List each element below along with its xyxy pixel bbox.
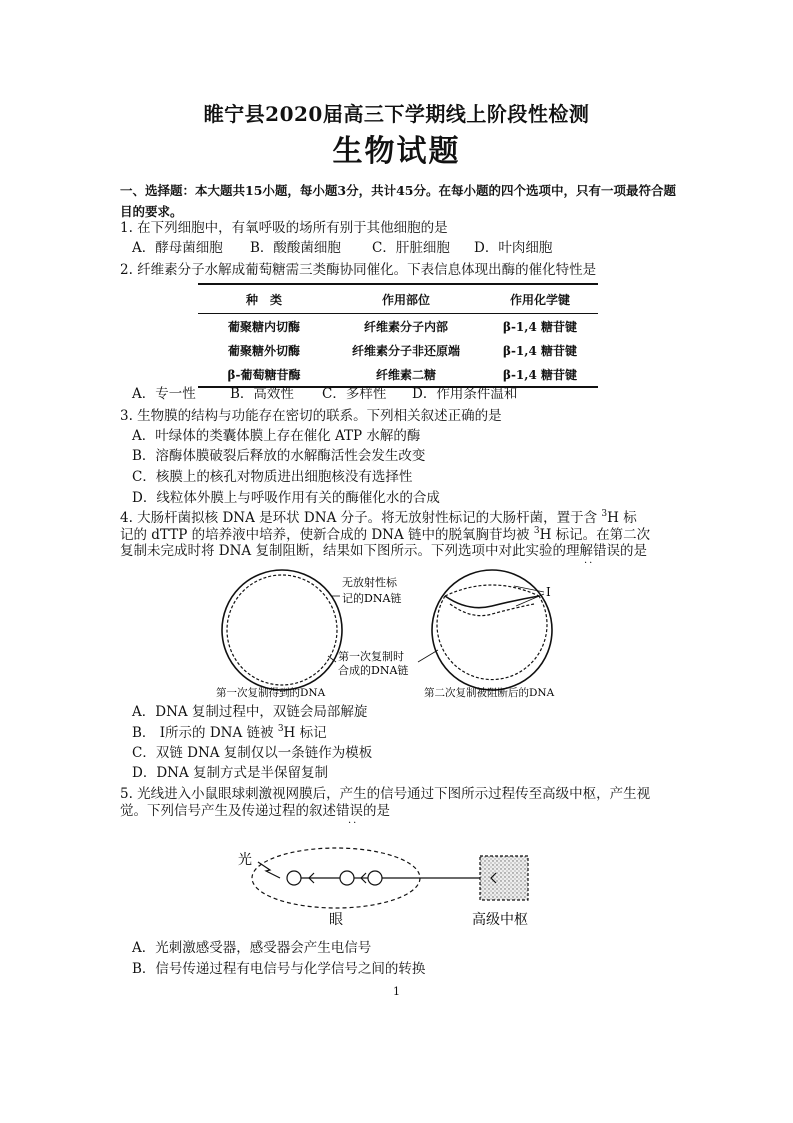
q1-option-b: B．酸酸菌细胞 <box>250 240 341 256</box>
table-header-row <box>198 284 598 314</box>
q4-text: 4. 大肠杆菌拟核 DNA 是环状 DNA 分子。将无放射性标记的大肠杆菌，置于含 <box>120 510 602 526</box>
label-I: I <box>546 585 551 599</box>
q1-option-d: D．叶肉细胞 <box>474 240 553 256</box>
q5-stem-line2: 觉。下列信号产生及传递过程的叙述错误的是 <box>120 803 390 819</box>
q4-option-b <box>132 723 327 743</box>
q4-stem-line3: 复制未完成时将 DNA 复制阻断，结果如下图所示。下列选项中对此实验的理解错误的是 <box>120 543 647 559</box>
q4-sup: 3 <box>277 724 284 734</box>
q2-options <box>132 384 517 404</box>
q2-option-d: D．作用条件温和 <box>412 386 518 402</box>
table-cell: β-1,4 糖苷键 <box>502 343 577 358</box>
caption-first-replication: 第一次复制得到的DNA <box>216 687 326 699</box>
label-light: 光 <box>238 852 252 868</box>
replication-bubble-upper <box>445 585 539 596</box>
q3-option-c: C．核膜上的核孔对物质进出细胞核没有选择性 <box>132 469 413 485</box>
dna-circle-outer <box>432 570 552 690</box>
emphasis-dots: ·· <box>348 818 359 829</box>
q5-option-b: B．信号传递过程有电信号与化学信号之间的转换 <box>132 961 426 977</box>
table-cell: 葡聚糖内切酶 <box>227 319 300 334</box>
section-instructions: 一、选择题：本大题共15小题，每小题3分，共计45分。在每小题的四个选项中，只有一项最符合题目的要求。 <box>120 183 676 219</box>
page-number: 1 <box>393 985 400 998</box>
label-first-replication-dna: 第一次复制时 <box>338 650 404 663</box>
q3-option-a: A．叶绿体的类囊体膜上存在催化 ATP 水解的酶 <box>132 428 421 444</box>
q2-option-c: C．多样性 <box>322 386 387 402</box>
q1-stem: 1. 在下列细胞中，有氧呼吸的场所有别于其他细胞的是 <box>120 220 448 236</box>
exam-title: 睢宁县2020届高三下学期线上阶段性检测 <box>203 102 590 126</box>
enzyme-table <box>198 283 598 388</box>
higher-center-box <box>480 856 528 900</box>
q1-option-c: C．肝脏细胞 <box>372 240 450 256</box>
neuron-cell <box>287 871 301 885</box>
q4-text: H 标 <box>607 510 637 526</box>
table-cell: 葡聚糖外切酶 <box>227 343 300 358</box>
dna-circle-outer <box>222 570 342 690</box>
q4-option-a: A．DNA 复制过程中，双链会局部解旋 <box>132 704 368 720</box>
label-higher-center: 高级中枢 <box>472 912 528 928</box>
table-cell: 纤维素二糖 <box>330 362 482 387</box>
q2-stem: 2. 纤维素分子水解成葡萄糖需三类酶协同催化。下表信息体现出酶的催化特性是 <box>120 262 597 278</box>
q4-text: 记的 dTTP 的培养液中培养，使新合成的 DNA 链中的脱氧胸苷均被 <box>120 527 534 543</box>
neuron-cell <box>368 871 382 885</box>
dna-circle-inner <box>437 596 547 680</box>
label-eye: 眼 <box>329 912 343 928</box>
label-first-replication-dna: 合成的DNA链 <box>338 664 409 677</box>
q4-option-d: D．DNA 复制方式是半保留复制 <box>132 765 329 781</box>
table-header: 作用化学键 <box>482 284 598 314</box>
q1-option-a: A．酵母菌细胞 <box>132 240 223 256</box>
q4-text: H 标记。在第二次 <box>539 527 651 543</box>
table-cell: β-葡萄糖苷酶 <box>198 362 330 387</box>
visual-pathway-figure <box>236 840 576 930</box>
neuron-cell <box>340 871 354 885</box>
q5-option-a: A．光刺激感受器，感受器会产生电信号 <box>132 940 372 956</box>
dna-replication-figure <box>210 566 630 706</box>
table-cell: β-1,4 糖苷键 <box>502 319 577 334</box>
table-header: 作用部位 <box>330 284 482 314</box>
q4-text: B． Ⅰ所示的 DNA 链被 <box>132 725 278 741</box>
q1-options <box>132 238 552 258</box>
pointer-line <box>418 650 438 662</box>
table-row <box>198 314 598 339</box>
table-row <box>198 338 598 362</box>
emphasis-dots: ·· <box>584 558 595 569</box>
q5-stem-line1: 5. 光线进入小鼠眼球刺激视网膜后，产生的信号通过下图所示过程传至高级中枢，产生视 <box>120 786 651 802</box>
dna-circle-inner <box>227 575 337 685</box>
caption-second-replication: 第二次复制被阻断后的DNA <box>424 687 555 699</box>
exam-subject-title: 生物试题 <box>332 134 461 169</box>
q4-option-c: C．双链 DNA 复制仅以一条链作为模板 <box>132 745 373 761</box>
q2-option-a: A．专一性 <box>132 386 196 402</box>
table-cell: 纤维素分子非还原端 <box>351 343 460 358</box>
q4-text: H 标记 <box>283 725 327 741</box>
table-cell: β-1,4 糖苷键 <box>482 362 598 387</box>
label-unlabeled-dna: 记的DNA链 <box>342 592 402 605</box>
label-unlabeled-dna: 无放射性标 <box>342 576 397 589</box>
q3-option-d: D．线粒体外膜上与呼吸作用有关的酶催化水的合成 <box>132 490 440 506</box>
q2-option-b: B．高效性 <box>230 386 294 402</box>
q4-sup: 3 <box>533 526 540 536</box>
table-header: 种 类 <box>198 284 330 314</box>
table-cell: 纤维素分子内部 <box>363 319 448 334</box>
q3-stem: 3. 生物膜的结构与功能存在密切的联系。下列相关叙述正确的是 <box>120 408 502 424</box>
q4-sup: 3 <box>601 509 608 519</box>
q3-option-b: B．溶酶体膜破裂后释放的水解酶活性会发生改变 <box>132 448 426 464</box>
